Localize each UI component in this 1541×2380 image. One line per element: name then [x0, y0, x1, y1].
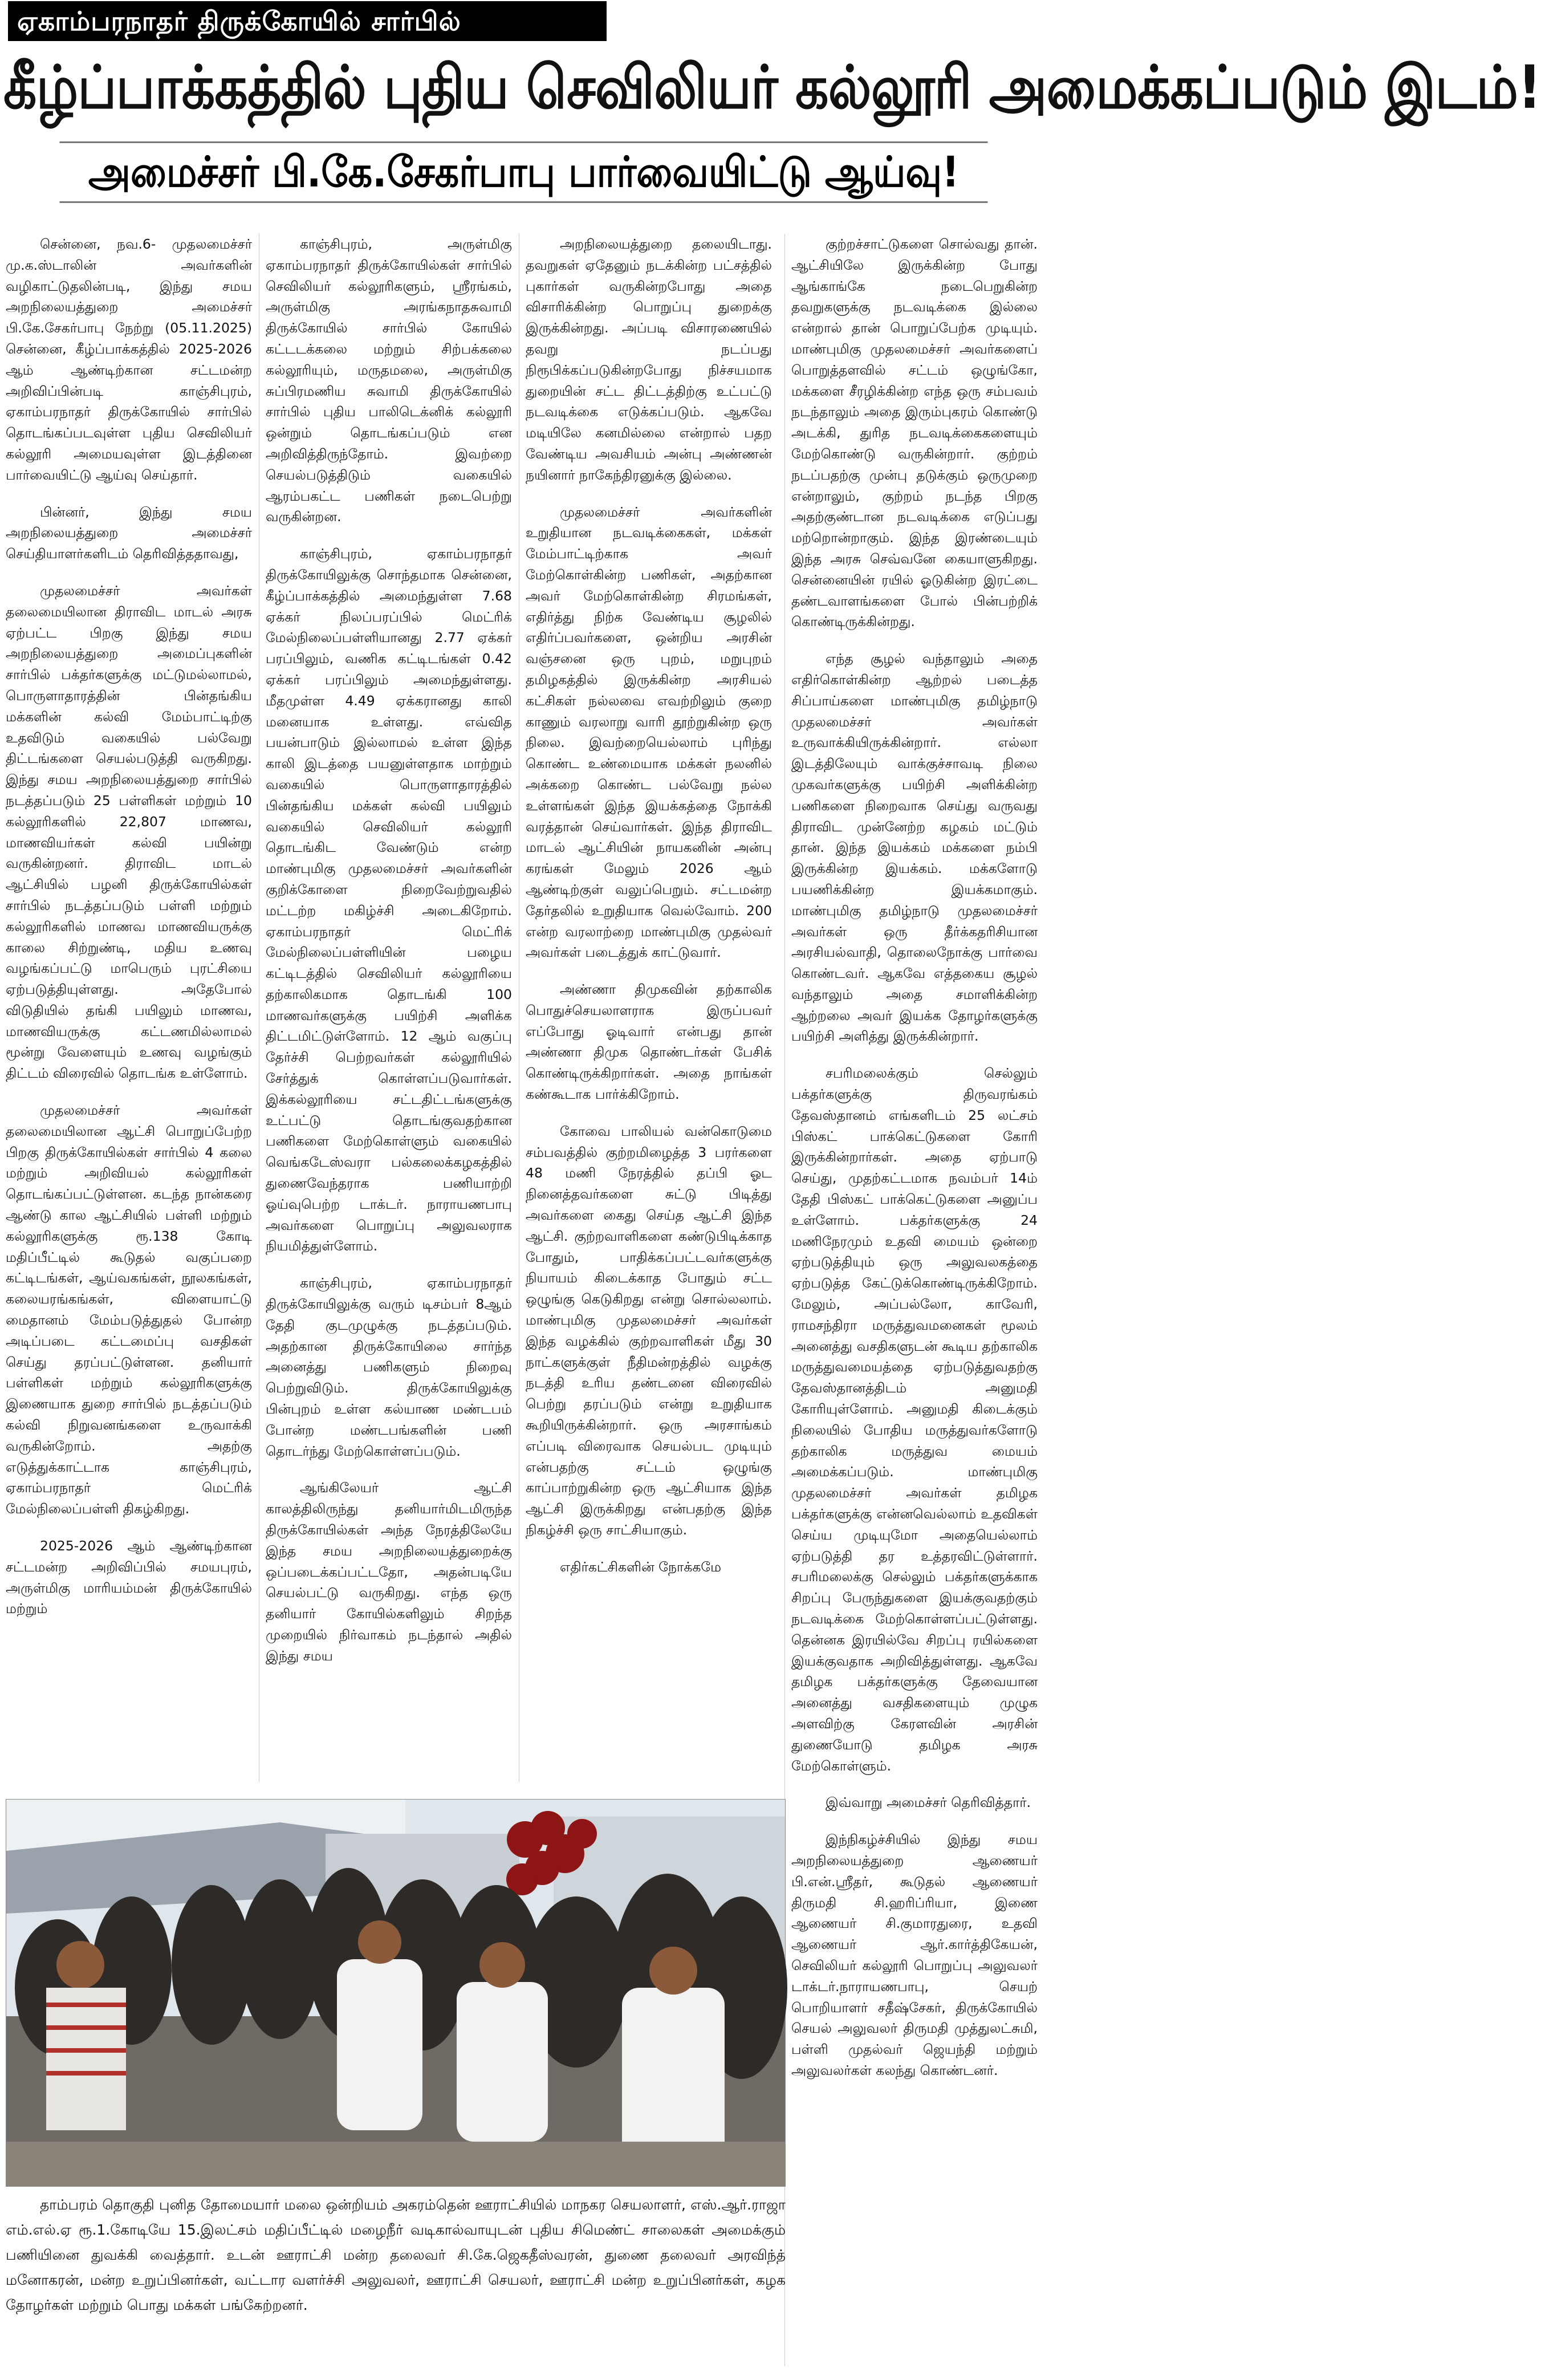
paragraph: முதலமைச்சர் அவர்களின் உறுதியான நடவடிக்கைகள், மக்கள் மேம்பாட்டிற்காக அவர் மேற்கொள்கின்ற பணிகள், அதற்கான அவர் மேற்கொள்கின்ற சிரமங்கள், எதிர்த்து நிற்க வேண்டிய சூழலில் எதிர்ப்பவர்களை, ஒன்றிய அரசின் வஞ்சனை ஒரு புறம், மறுபுறம் தமிழகத்தில் இருக்கின்ற அரசியல் கட்சிகள் நல்லவை எவற்றிலும் குறை காணும் வரலாறு வாரி தூற்றுகின்ற ஒரு நிலை. இவற்றையெல்லாம் புரிந்து கொண்ட உண்மையாக மக்கள் நலனில் அக்கறை கொண்ட பல்வேறு நல்ல உள்ளங்கள் இந்த இயக்கத்தை நோக்கி வரத்தான் செய்வார்கள். இந்த திராவிட மாடல் ஆட்சியின் நாயகனின் அன்பு கரங்கள் மேலும் 2026 ஆம் ஆண்டிற்குள் வலுப்பெறும். சட்டமன்ற தேர்தலில் உறுதியாக வெல்வோம். 200 என்ற வரலாற்றை மாண்புமிகு முதல்வர் அவர்கள் படைத்துக் காட்டுவார்.	[526, 503, 772, 961]
paragraph: முதலமைச்சர் அவர்கள் தலைமையிலான திராவிட மாடல் அரசு ஏற்பட்ட பிறகு இந்து சமய அறநிலையத்துறை அமைப்புகளின் சார்பில் பக்தர்களுக்கு மட்டுமல்லாமல், பொருளாதாரத்தின் பின்தங்கிய மக்களின் கல்வி மேம்பாட்டிற்கு உதவிடும் வகையில் பல்வேறு திட்டங்களை செயல்படுத்தி வருகிறது. இந்து சமய அறநிலையத்துறை சார்பில் நடத்தப்படும் 25 பள்ளிகள் மற்றும் 10 கல்லூரிகளில் 22,807 மாணவ, மாணவியர்கள் கல்வி பயின்று வருகின்றனர். திராவிட மாடல் ஆட்சியில் பழனி திருக்கோயில்கள் சார்பில் நடத்தப்படும் பள்ளி மற்றும் கல்லூரிகளில் மாணவ மாணவியருக்கு காலை சிற்றுண்டி, மதிய உணவு வழங்கப்பட்டு மாபெரும் புரட்சியை ஏற்படுத்தியுள்ளது. அதேபோல் விடுதியில் தங்கி பயிலும் மாணவ, மாணவியருக்கு கட்டணமில்லாமல் மூன்று வேளையும் உணவு வழங்கும் திட்டம் விரைவில் தொடங்க உள்ளோம்.	[6, 582, 252, 1082]
article-column-2	[266, 234, 512, 1782]
paragraph: கோவை பாலியல் வன்கொடுமை சம்பவத்தில் குற்றமிழைத்த 3 பரர்களை 48 மணி நேரத்தில் தப்பி ஓட நினைத்தவர்களை சுட்டு பிடித்து அவர்களை கைது செய்த ஆட்சி இந்த ஆட்சி. குற்றவாளிகளை கண்டுபிடிக்காத போதும், பாதிக்கப்பட்டவர்களுக்கு நியாயம் கிடைக்காத போதும் சட்ட ஒழுங்கு கெடுகிறது என்று சொல்லலாம். மாண்புமிகு முதலமைச்சர் அவர்கள் இந்த வழக்கில் குற்றவாளிகள் மீது 30 நாட்களுக்குள் நீதிமன்றத்தில் வழக்கு நடத்தி உரிய தண்டனை விரைவில் பெற்று தரப்படும் என்று உறுதியாக கூறியிருக்கின்றார். ஒரு அரசாங்கம் எப்படி விரைவாக செயல்பட முடியும் என்பதற்கு சட்டம் ஒழுங்கு காப்பாற்றுகின்ற ஒரு ஆட்சியாக இந்த ஆட்சி இருக்கிறது என்பதற்கு இந்த நிகழ்ச்சி ஒரு சாட்சியாகும்.	[526, 1123, 772, 1538]
paragraph: இவ்வாறு அமைச்சர் தெரிவித்தார்.	[826, 1794, 1031, 1811]
paragraph: முதலமைச்சர் அவர்கள் தலைமையிலான ஆட்சி பொறுப்பேற்ற பிறகு திருக்கோயில்கள் சார்பில் 4 கலை மற்றும் அறிவியல் கல்லூரிகள் தொடங்கப்பட்டுள்ளன. கடந்த நான்கரை ஆண்டு கால ஆட்சியில் பள்ளி மற்றும் கல்லூரிகளுக்கு ரூ.138 கோடி மதிப்பீட்டில் கூடுதல் வகுப்பறை கட்டிடங்கள், ஆய்வகங்கள், நூலகங்கள், கலையரங்கங்கள், விளையாட்டு மைதானம் மேம்படுத்துதல் போன்ற அடிப்படை கட்டமைப்பு வசதிகள் செய்து தரப்பட்டுள்ளன. தனியார் பள்ளிகள் மற்றும் கல்லூரிகளுக்கு இணையாக துறை சார்பில் நடத்தப்படும் கல்வி நிறுவனங்களை உருவாக்கி வருகின்றோம். அதற்கு எடுத்துக்காட்டாக காஞ்சிபுரம், ஏகாம்பரநாதர் மெட்ரிக் மேல்நிலைப்பள்ளி திகழ்கிறது.	[6, 1102, 252, 1517]
photo-illustration	[6, 1800, 785, 2186]
paragraph: குற்றச்சாட்டுகளை சொல்வது தான். ஆட்சியிலே இருக்கின்ற போது ஆங்காங்கே நடைபெறுகின்ற தவறுகளுக்கு நடவடிக்கை இல்லை என்றால் தான் பொறுப்பேற்க முடியும். மாண்புமிகு முதலமைச்சர் அவர்களைப் பொறுத்தளவில் சட்டம் ஒழுங்கோ, மக்களை சீரழிக்கின்ற எந்த ஒரு சம்பவம் நடந்தாலும் அதை இரும்புகரம் கொண்டு அடக்கி, துரித நடவடிக்கைகளையும் மேற்கொண்டு வருகின்றார். குற்றம் நடப்பதற்கு முன்பு தடுக்கும் ஒருமுறை என்றாலும், குற்றம் நடந்த பிறகு அதற்குண்டான நடவடிக்கை எடுப்பது மற்றொன்றாகும். இந்த இரண்டையும் இந்த அரசு செவ்வனே கையாளுகிறது. சென்னையின் ரயில் ஓடுகின்ற இரட்டை தண்டவாளங்களை போல் பின்பற்றிக் கொண்டிருக்கின்றது.	[791, 236, 1038, 630]
paragraph: பின்னர், இந்து சமய அறநிலையத்துறை அமைச்சர் செய்தியாளர்களிடம் தெரிவித்ததாவது,	[6, 503, 252, 562]
paragraph: எந்த சூழல் வந்தாலும் அதை எதிர்கொள்கின்ற ஆற்றல் படைத்த சிப்பாய்களை மாண்புமிகு தமிழ்நாடு முதலமைச்சர் அவர்கள் உருவாக்கியிருக்கின்றார். எல்லா இடத்திலேயும் வாக்குச்சாவடி நிலை முகவர்களுக்கு பயிற்சி அளிக்கின்ற பணிகளை நிறைவாக செய்து வருவது திராவிட முன்னேற்ற கழகம் மட்டும் தான். இந்த இயக்கம் மக்களை நம்பி இருக்கின்ற இயக்கம். மக்களோடு பயணிக்கின்ற இயக்கமாகும். மாண்புமிகு தமிழ்நாடு முதலமைச்சர் அவர்கள் ஒரு தீர்க்கதரிசியான அரசியல்வாதி, தொலைநோக்கு பார்வை கொண்டவர். ஆகவே எத்தகைய சூழல் வந்தாலும் அதை சமாளிக்கின்ற ஆற்றலை அவர் இயக்க தோழர்களுக்கு பயிற்சி அளித்து இருக்கின்றார்.	[791, 651, 1038, 1045]
kicker-banner: ஏகாம்பரநாதர் திருக்கோயில் சார்பில்	[8, 1, 607, 41]
paragraph: எதிர்கட்சிகளின் நோக்கமே	[560, 1558, 721, 1575]
subheadline-container	[0, 132, 1048, 212]
paragraph: காஞ்சிபுரம், அருள்மிகு ஏகாம்பரநாதர் திருக்கோயில்கள் சார்பில் செவிலியர் கல்லூரிகளும், ஸ்ரீரங்கம், அருள்மிகு அரங்கநாதசுவாமி திருக்கோயில் சார்பில் கோயில் கட்டடக்கலை மற்றும் சிற்பக்கலை கல்லூரியும், மருதமலை, அருள்மிகு சுப்பிரமணிய சுவாமி திருக்கோயில் சார்பில் புதிய பாலிடெக்னிக் கல்லூரி ஒன்றும் தொடங்கப்படும் என அறிவித்திருந்தோம். இவற்றை செயல்படுத்திடும் வகையில் ஆரம்பகட்ட பணிகள் நடைபெற்று வருகின்றன.	[266, 236, 512, 525]
news-photo	[6, 1799, 786, 2187]
paragraph: ஆங்கிலேயர் ஆட்சி காலத்திலிருந்து தனியார்மிடமிருந்த திருக்கோயில்கள் அந்த நேரத்திலேயே இந்த சமய அறநிலையத்துறைக்கு ஒப்படைக்கப்பட்டதோ, அதன்படியே செயல்பட்டு வருகிறது. எந்த ஒரு தனியார் கோயில்களிலும் சிறந்த முறையில் நிர்வாகம் நடந்தால் அதில் இந்து சமய	[266, 1480, 512, 1664]
paragraph: இந்நிகழ்ச்சியில் இந்து சமய அறநிலையத்துறை ஆணையர் பி.என்.ஸ்ரீதர், கூடுதல் ஆணையர் திருமதி சி.ஹரிப்ரியா, இணை ஆணையர் சி.குமாரதுரை, உதவி ஆணையர் ஆர்.கார்த்திகேயன், செவிலியர் கல்லூரி பொறுப்பு அலுவலர் டாக்டர்.நாராயணபாபு, செயற் பொறியாளர் சதீஷ்சேகர், திருக்கோயில் செயல் அலுவலர் திருமதி முத்துலட்சுமி, பள்ளி முதல்வர் ஜெயந்தி மற்றும் அலுவலர்கள் கலந்து கொண்டனர்.	[791, 1831, 1038, 2078]
photo-caption: தாம்பரம் தொகுதி புனித தோமையார் மலை ஒன்றியம் அகரம்தென் ஊராட்சியில் மாநகர செயலாளர், எஸ்.ஆர்.ராஜா எம்.எல்.ஏ ரூ.1.கோடியே 15.இலட்சம் மதிப்பீட்டில் மழைநீர் வடிகால்வாயுடன் புதிய சிமெண்ட் சாலைகள் அமைக்கும் பணியினை துவக்கி வைத்தார். உடன் ஊராட்சி மன்ற தலைவர் சி.கே.ஜெகதீஸ்வரன், துணை தலைவர் அரவிந்த் மனோகரன், மன்ற உறுப்பினர்கள், வட்டார வளர்ச்சி அலுவலர், ஊராட்சி செயலர், ஊராட்சி மன்ற உறுப்பினர்கள், கழக தோழர்கள் மற்றும் பொது மக்கள் பங்கேற்றனர்.	[6, 2196, 786, 2313]
paragraph: 2025-2026 ஆம் ஆண்டிற்கான சட்டமன்ற அறிவிப்பில் சமயபுரம், அருள்மிகு மாரியம்மன் திருக்கோயில் மற்றும்	[6, 1538, 252, 1617]
paragraph: அறநிலையத்துறை தலையிடாது. தவறுகள் ஏதேனும் நடக்கின்ற பட்சத்தில் புகார்கள் வருகின்றபோது அதை விசாரிக்கின்ற பொறுப்பு துறைக்கு இருக்கின்றது. அப்படி விசாரணையில் தவறு நடப்பது நிரூபிக்கப்படுகின்றபோது நிச்சயமாக துறையின் சட்ட திட்டத்திற்கு உட்பட்டு நடவடிக்கை எடுக்கப்படும். ஆகவே மடியிலே கனமில்லை என்றால் பதற வேண்டிய அவசியம் அன்பு அண்ணன் நயினார் நாகேந்திரனுக்கு இல்லை.	[526, 236, 772, 483]
paragraph: காஞ்சிபுரம், ஏகாம்பரநாதர் திருக்கோயிலுக்கு வரும் டிசம்பர் 8ஆம் தேதி குடமுழுக்கு நடத்தப்படும். அதற்கான திருக்கோயிலை சார்ந்த அனைத்து பணிகளும் நிறைவு பெற்றுவிடும். திருக்கோயிலுக்கு பின்புறம் உள்ள கல்யாண மண்டபம் போன்ற மண்டபங்களின் பணி தொடர்ந்து மேற்கொள்ளப்படும்.	[266, 1275, 512, 1459]
paragraph: சென்னை, நவ.6- முதலமைச்சர் மு.க.ஸ்டாலின் அவர்களின் வழிகாட்டுதலின்படி, இந்து சமய அறநிலையத்துறை அமைச்சர் பி.கே.சேகர்பாபு நேற்று (05.11.2025) சென்னை, கீழ்ப்பாக்கத்தில் 2025-2026 ஆம் ஆண்டிற்கான சட்டமன்ற அறிவிப்பின்படி காஞ்சிபுரம், ஏகாம்பரநாதர் திருக்கோயில் சார்பில் தொடங்கப்படவுள்ள புதிய செவிலியர் கல்லூரி அமையவுள்ள இடத்தினை பார்வையிட்டு ஆய்வு செய்தார்.	[6, 236, 252, 483]
paragraph: சபரிமலைக்கும் செல்லும் பக்தர்களுக்கு திருவரங்கம் தேவஸ்தானம் எங்களிடம் 25 லட்சம் பிஸ்கட் பாக்கெட்டுகளை கோரி இருக்கின்றார்கள். அதை ஏற்பாடு செய்து, முதற்கட்டமாக நவம்பர் 14ம் தேதி பிஸ்கட் பாக்கெட்டுகளை அனுப்ப உள்ளோம். பக்தர்களுக்கு 24 மணிநேரமும் உதவி மையம் ஒன்றை ஏற்படுத்தியும் ஒரு அலுவலகத்தை ஏற்படுத்த கேட்டுக்கொண்டிருக்கிறோம். மேலும், அப்பல்லோ, காவேரி, ராமசந்திரா மருத்துவமனைகள் மூலம் அனைத்து வசதிகளுடன் கூடிய தற்காலிக மருத்துவமையத்தை ஏற்படுத்துவதற்கு தேவஸ்தானத்திடம் அனுமதி கோரியுள்ளோம். அனுமதி கிடைக்கும் நிலையில் போதிய மருத்துவர்களோடு தற்காலிக மருத்துவ மையம் அமைக்கப்படும். மாண்புமிகு முதலமைச்சர் அவர்கள் தமிழக பக்தர்களுக்கு என்னவெல்லாம் உதவிகள் செய்ய முடியுமோ அதையெல்லாம் ஏற்படுத்தி தர உத்தரவிட்டுள்ளார். சபரிமலைக்கு செல்லும் பக்தர்களுக்காக சிறப்பு பேருந்துகளை இயக்குவதற்கும் நடவடிக்கை மேற்கொள்ளப்பட்டுள்ளது. தென்னக இரயில்வே சிறப்பு ரயில்களை இயக்குவதாக அறிவித்துள்ளது. ஆகவே தமிழக பக்தர்களுக்கு தேவையான அனைத்து வசதிகளையும் முழுக அளவிற்கு கேரளவின் அரசின் துணையோடு தமிழக அரசு மேற்கொள்ளும்.	[791, 1065, 1038, 1774]
headline: கீழ்ப்பாக்கத்தில் புதிய செவிலியர் கல்லூரி அமைக்கப்படும் இடம்!	[3, 52, 1541, 122]
article-column-1	[6, 234, 252, 1782]
paragraph: அண்ணா திமுகவின் தற்காலிக பொதுச்செயலாளராக இருப்பவர் எப்போது ஓடிவார் என்பது தான் அண்ணா திமுக தொண்டர்கள் பேசிக் கொண்டிருக்கிறார்கள். அதை நாங்கள் கண்கூடாக பார்க்கிறோம்.	[526, 981, 772, 1103]
subheadline: அமைச்சர் பி.கே.சேகர்பாபு பார்வையிட்டு ஆய்வு!	[60, 141, 988, 203]
article-column-4	[791, 234, 1038, 2366]
article-column-3	[526, 234, 772, 1782]
paragraph: காஞ்சிபுரம், ஏகாம்பரநாதர் திருக்கோயிலுக்கு சொந்தமாக சென்னை, கீழ்ப்பாக்கத்தில் அமைந்துள்ள 7.68 ஏக்கர் நிலப்பரப்பில் மெட்ரிக் மேல்நிலைப்பள்ளியானது 2.77 ஏக்கர் பரப்பிலும், வணிக கட்டிடங்கள் 0.42 ஏக்கர் பரப்பிலும் அமைந்துள்ளது. மீதமுள்ள 4.49 ஏக்கரானது காலி மனையாக உள்ளது. எவ்வித பயன்பாடும் இல்லாமல் உள்ள இந்த காலி இடத்தை பயனுள்ளதாக மாற்றும் வகையில் பொருளாதாரத்தில் பின்தங்கிய மக்கள் கல்வி பயிலும் வகையில் செவிலியர் கல்லூரி தொடங்கிட வேண்டும் என்ற மாண்புமிகு முதலமைச்சர் அவர்களின் குறிக்கோளை நிறைவேற்றுவதில் மட்டற்ற மகிழ்ச்சி அடைகிறோம். ஏகாம்பரநாதர் மெட்ரிக் மேல்நிலைப்பள்ளியின் பழைய கட்டிடத்தில் செவிலியர் கல்லூரியை தற்காலிகமாக தொடங்கி 100 மாணவர்களுக்கு பயிற்சி அளிக்க திட்டமிட்டுள்ளோம். 12 ஆம் வகுப்பு தேர்ச்சி பெற்றவர்கள் கல்லூரியில் சேர்த்துக் கொள்ளப்படுவார்கள். இக்கல்லூரியை சட்டதிட்டங்களுக்கு உட்பட்டு தொடங்குவதற்கான பணிகளை மேற்கொள்ளும் வகையில் வெங்கடேஸ்வரா பல்கலைக்கழகத்தில் துணைவேந்தராக பணியாற்றி ஓய்வுபெற்ற டாக்டர். நாராயணபாபு அவர்களை பொறுப்பு அலுவலராக நியமித்துள்ளோம்.	[266, 546, 512, 1254]
